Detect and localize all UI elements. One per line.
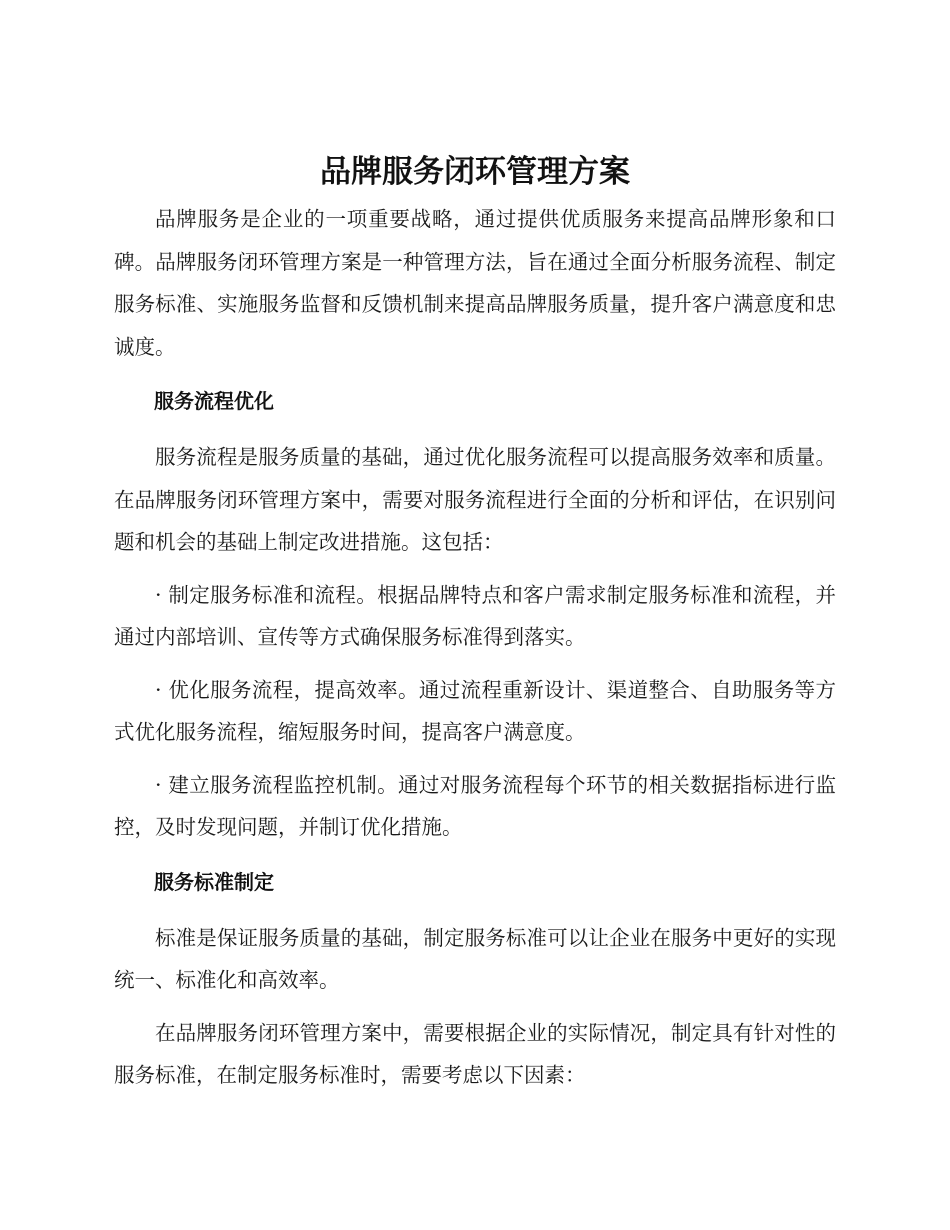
section-heading-process: 服务流程优化	[154, 389, 274, 413]
section-heading-standards: 服务标准制定	[154, 869, 274, 894]
intro-paragraph: 品牌服务是企业的一项重要战略，通过提供优质服务来提高品牌形象和口碑。品牌服务闭环管理方案是一种管理方法，旨在通过全面分析服务流程、制定服务标准、实施服务监督和反馈机制来提高品牌服务质量，提升客户满意度和忠诚度。	[114, 207, 836, 359]
standards-paragraph-2: 在品牌服务闭环管理方案中，需要根据企业的实际情况，制定具有针对性的服务标准，在制定服务标准时，需要考虑以下因素：	[114, 1020, 836, 1087]
bullet-item: · 优化服务流程，提高效率。通过流程重新设计、渠道整合、自助服务等方式优化服务流程，缩短服务时间，提高客户满意度。	[114, 677, 836, 744]
process-paragraph: 服务流程是服务质量的基础，通过优化服务流程可以提高服务效率和质量。在品牌服务闭环管理方案中，需要对服务流程进行全面的分析和评估，在识别问题和机会的基础上制定改进措施。这包括：	[114, 445, 836, 554]
standards-paragraph-1: 标准是保证服务质量的基础，制定服务标准可以让企业在服务中更好的实现统一、标准化和高效率。	[114, 925, 836, 992]
document-title: 品牌服务闭环管理方案	[320, 154, 630, 190]
bullet-item: · 建立服务流程监控机制。通过对服务流程每个环节的相关数据指标进行监控，及时发现问题，并制订优化措施。	[114, 772, 836, 839]
bullet-item: · 制定服务标准和流程。根据品牌特点和客户需求制定服务标准和流程，并通过内部培训、宣传等方式确保服务标准得到落实。	[114, 582, 836, 649]
